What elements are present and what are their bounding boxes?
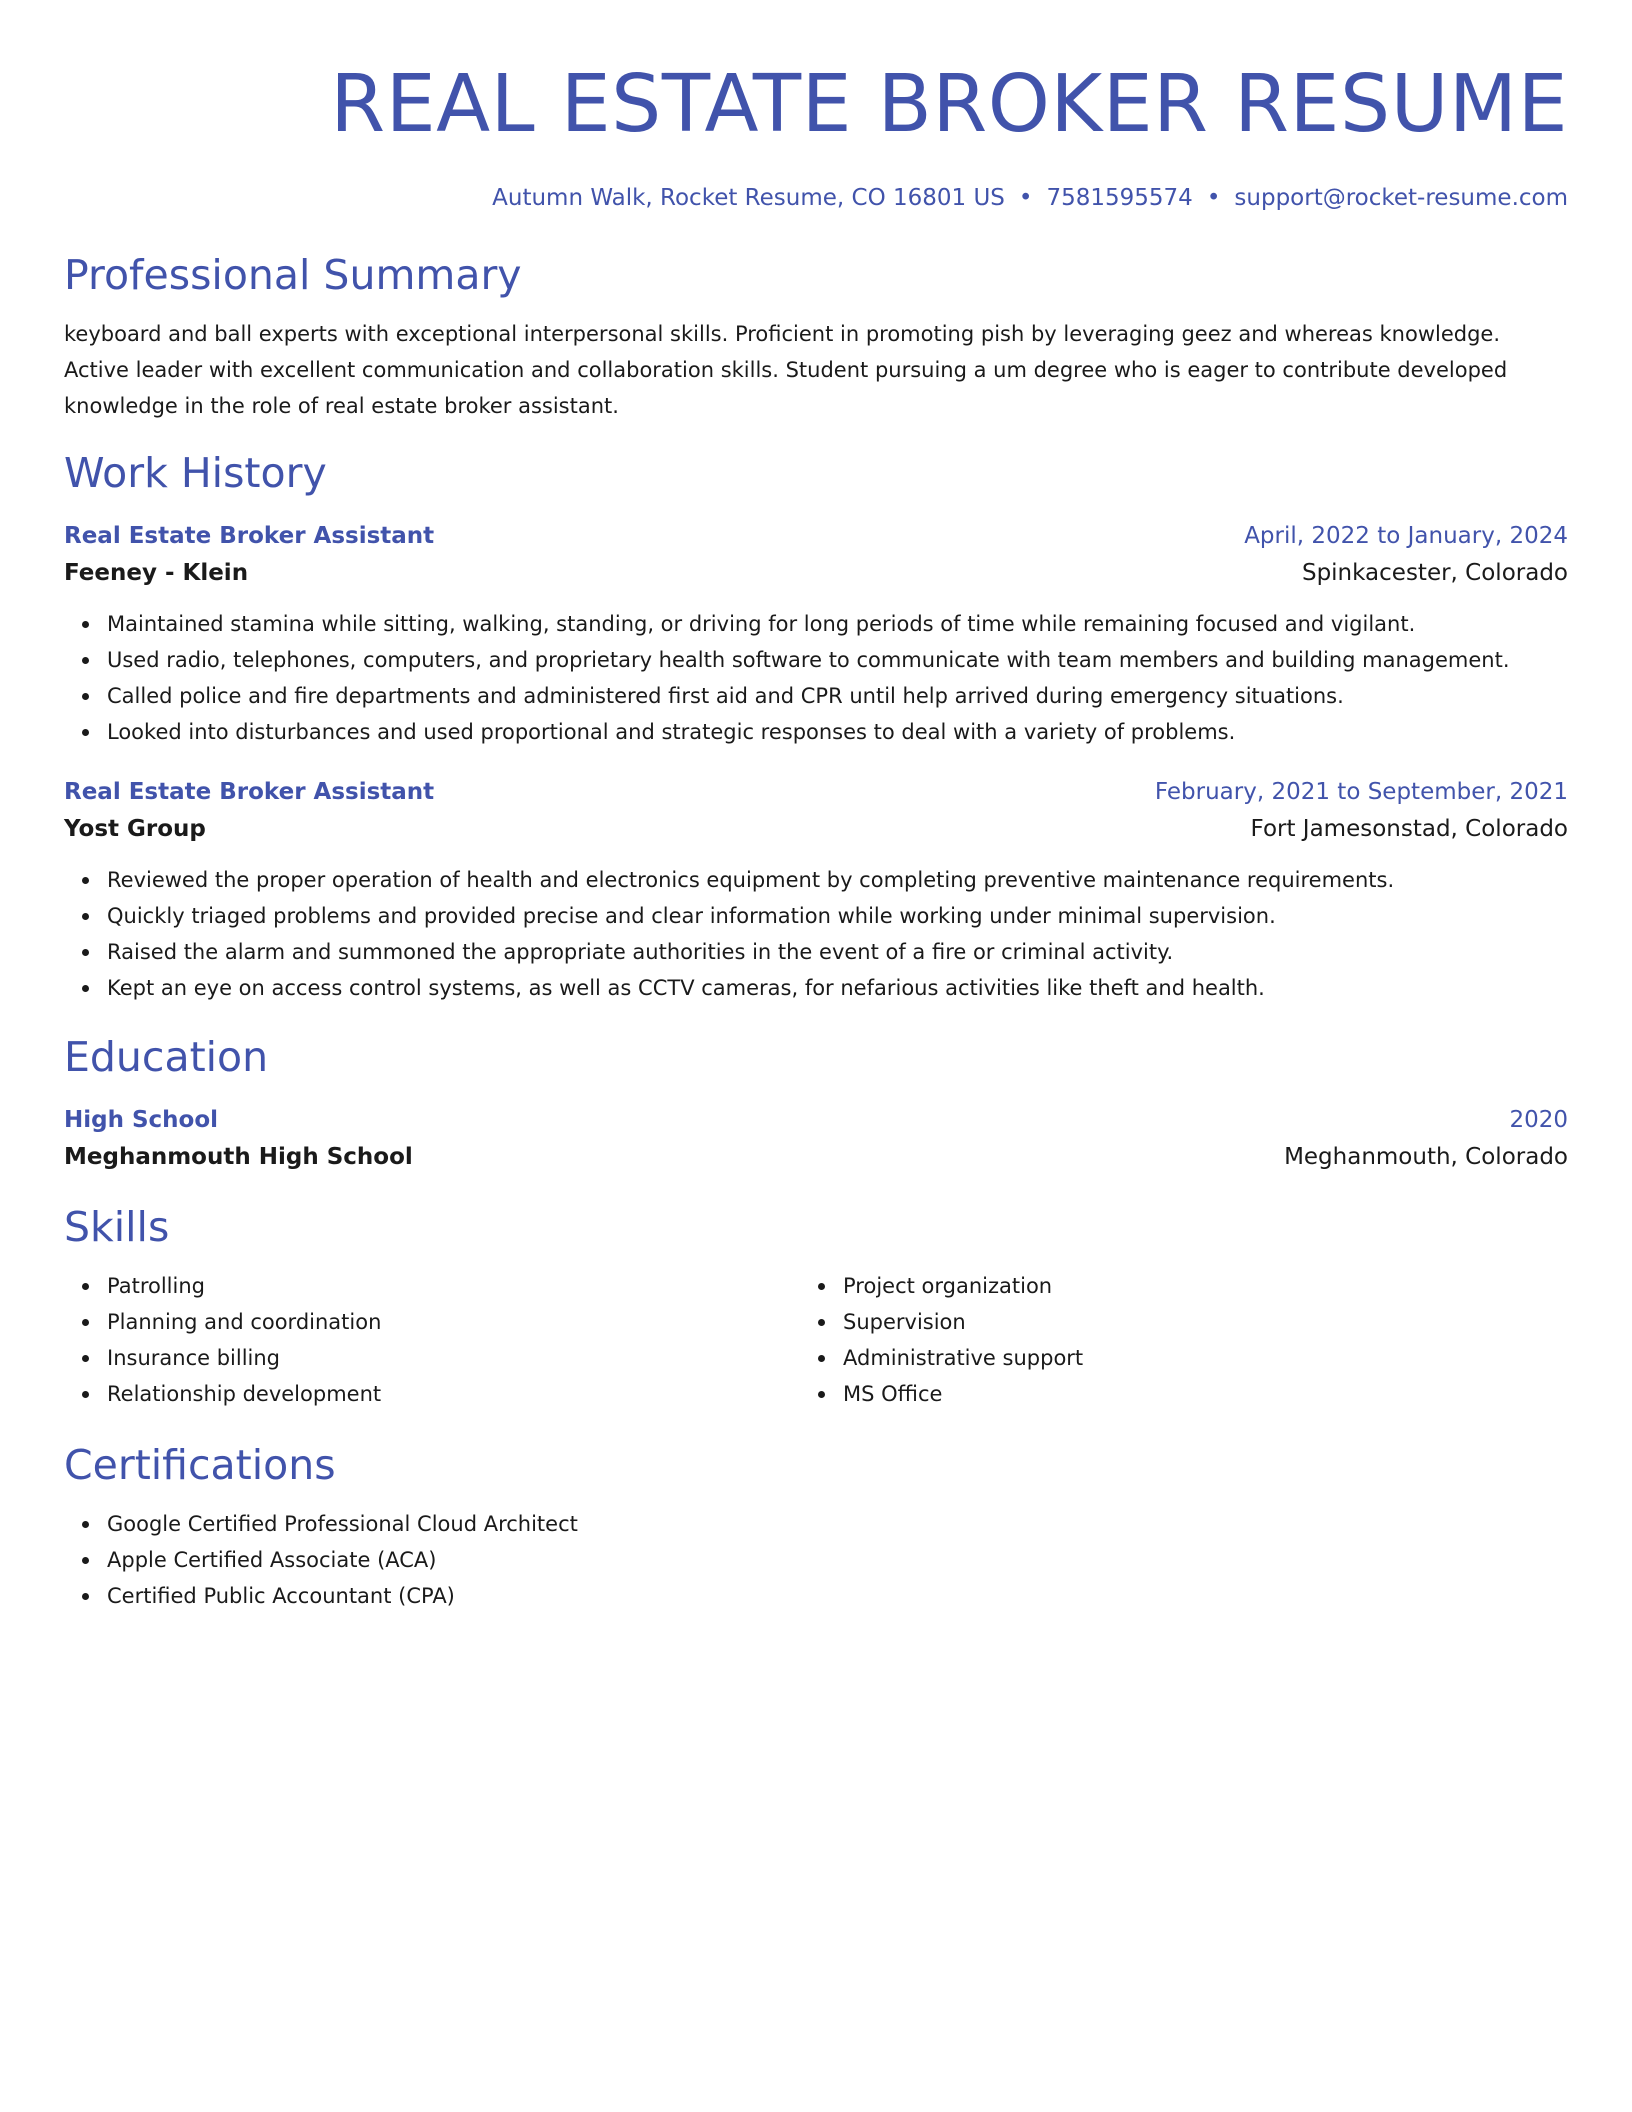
job-bullet: Maintained stamina while sitting, walking, standing, or driving for long periods of time while remaining focused and vigilant.	[107, 606, 1568, 642]
contact-email: support@rocket-resume.com	[1234, 185, 1568, 211]
job-bullets	[64, 862, 1568, 1006]
job-bullet: Called police and fire departments and administered first aid and CPR until help arrived during emergency situations.	[107, 678, 1568, 714]
education-school: Meghanmouth High School	[64, 1144, 413, 1170]
education-location: Meghanmouth, Colorado	[1284, 1144, 1568, 1170]
job-entry	[64, 774, 1568, 1006]
job-bullet: Raised the alarm and summoned the appropriate authorities in the event of a fire or criminal activity.	[107, 934, 1568, 970]
job-bullet: Reviewed the proper operation of health and electronics equipment by completing preventive maintenance requirements.	[107, 862, 1568, 898]
summary-text: keyboard and ball experts with exceptional interpersonal skills. Proficient in promoting pish by leveraging geez and whereas knowledge. Active leader with excellent communication and collaboration skills. Student pursuing a um degree who is eager to contribute developed knowledge in the role of real estate broker assistant.	[64, 322, 1508, 418]
certifications-heading: Certifications	[64, 1441, 336, 1489]
contact-separator: •	[1018, 185, 1033, 211]
skill-item: Insurance billing	[107, 1340, 800, 1376]
certification-item: Certified Public Accountant (CPA)	[107, 1578, 1568, 1614]
job-company: Yost Group	[64, 816, 206, 842]
job-location: Fort Jamesonstad, Colorado	[1250, 816, 1568, 842]
work-history-heading: Work History	[64, 449, 327, 497]
job-bullet: Kept an eye on access control systems, as well as CCTV cameras, for nefarious activities like theft and health.	[107, 970, 1568, 1006]
certification-item: Google Certified Professional Cloud Architect	[107, 1506, 1568, 1542]
contact-phone: 7581595574	[1046, 185, 1193, 211]
education-entry	[64, 1102, 1568, 1176]
job-bullet: Used radio, telephones, computers, and proprietary health software to communicate with team members and building management.	[107, 642, 1568, 678]
resume-header	[64, 58, 1568, 212]
skill-item: Relationship development	[107, 1376, 800, 1412]
job-company: Feeney - Klein	[64, 560, 249, 586]
summary-heading: Professional Summary	[64, 251, 522, 299]
job-title: Real Estate Broker Assistant	[64, 779, 435, 805]
contact-separator: •	[1206, 185, 1221, 211]
job-title: Real Estate Broker Assistant	[64, 523, 435, 549]
job-entry	[64, 518, 1568, 750]
contact-address: Autumn Walk, Rocket Resume, CO 16801 US	[492, 185, 1005, 211]
certifications-list	[64, 1506, 1568, 1614]
job-dates: April, 2022 to January, 2024	[1244, 523, 1568, 549]
skills-column-left	[64, 1268, 800, 1412]
skill-item: Patrolling	[107, 1268, 800, 1304]
skills-grid	[64, 1268, 1568, 1412]
skills-heading: Skills	[64, 1203, 170, 1251]
job-bullets	[64, 606, 1568, 750]
job-bullet: Looked into disturbances and used proportional and strategic responses to deal with a variety of problems.	[107, 714, 1568, 750]
skill-item: MS Office	[843, 1376, 1536, 1412]
job-bullet: Quickly triaged problems and provided precise and clear information while working under minimal supervision.	[107, 898, 1568, 934]
skill-item: Planning and coordination	[107, 1304, 800, 1340]
skill-item: Project organization	[843, 1268, 1536, 1304]
education-year: 2020	[1509, 1107, 1568, 1133]
education-degree: High School	[64, 1107, 219, 1133]
job-dates: February, 2021 to September, 2021	[1154, 779, 1568, 805]
skill-item: Administrative support	[843, 1340, 1536, 1376]
job-location: Spinkacester, Colorado	[1301, 560, 1568, 586]
skill-item: Supervision	[843, 1304, 1536, 1340]
skills-column-right	[800, 1268, 1536, 1412]
contact-line	[64, 184, 1568, 212]
certification-item: Apple Certified Associate (ACA)	[107, 1542, 1568, 1578]
resume-name: REAL ESTATE BROKER RESUME	[330, 58, 1568, 150]
education-heading: Education	[64, 1033, 269, 1081]
